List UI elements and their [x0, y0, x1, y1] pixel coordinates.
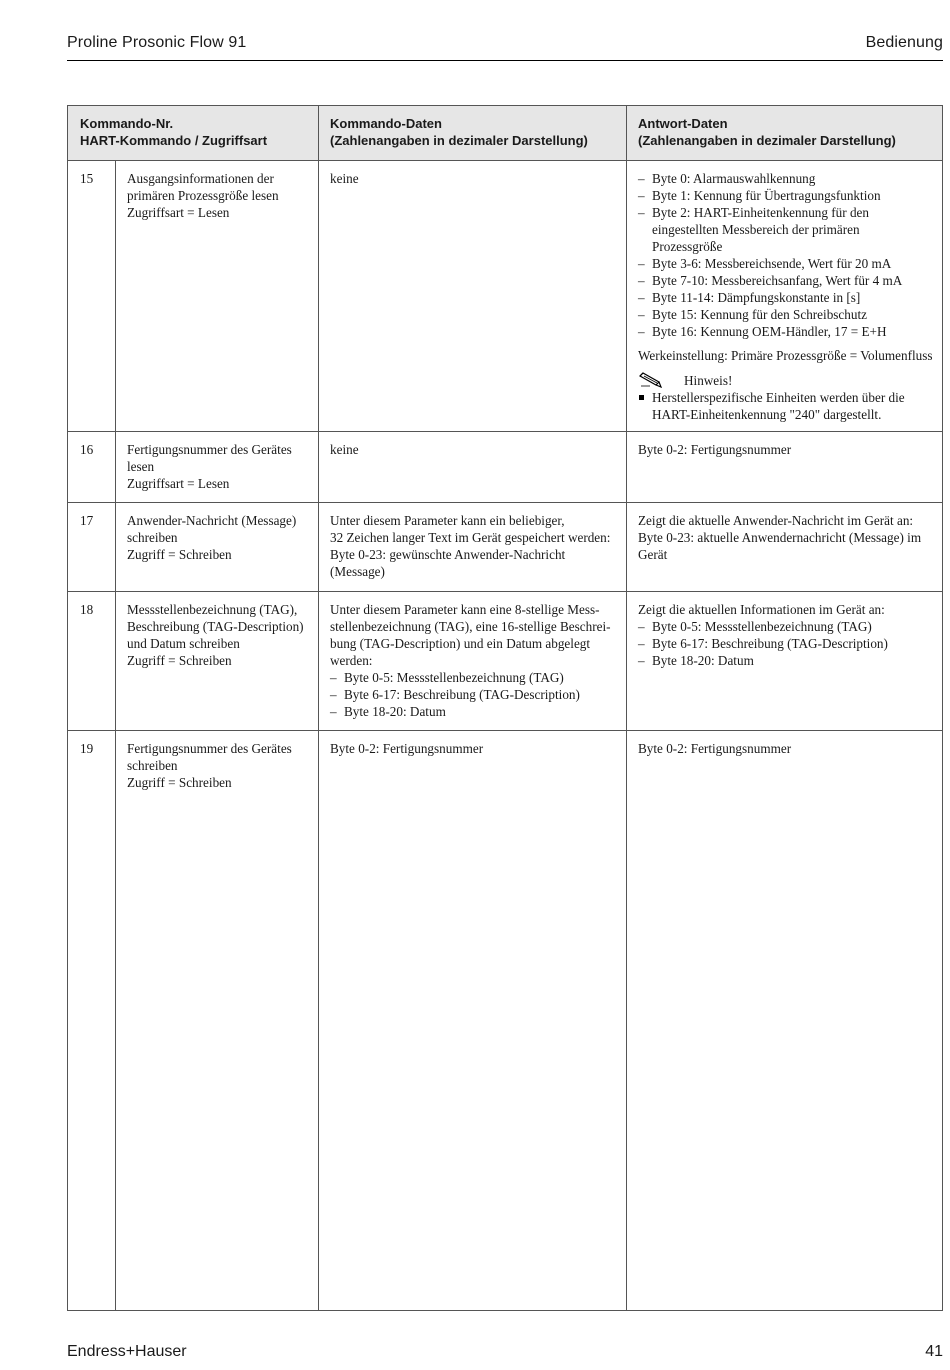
footer-company: Endress+Hauser [67, 1343, 187, 1360]
list-item: – Byte 0: Alarmauswahlkennung [638, 170, 938, 187]
command-data: Unter diesem Parameter kann ein beliebiger, 32 Zeichen langer Text im Gerät gespeichert werden: Byte 0-23: gewünschte Anwender-Nachricht (Message) [330, 513, 611, 579]
list-item: – Byte 16: Kennung OEM-Händler, 17 = E+H [638, 323, 938, 340]
command-data: Unter diesem Parameter kann eine 8-stellige Mess- stellenbezeichnung (TAG), eine 16-stellige Beschrei- bung (TAG-Description) und ein Datum abgelegt werden: – Byte 0-5: Messstellenbezeichnung (TAG) – Byte 6-17: Beschreibung (TAG-Description) – Byte 18-20: Datum [330, 601, 630, 720]
table-row [68, 160, 942, 432]
table-row [68, 431, 942, 503]
list-item: – Byte 0-5: Messstellenbezeichnung (TAG) [638, 618, 938, 635]
command-description: Messstellenbezeichnung (TAG), Beschreibung (TAG-Description) und Datum schreiben Zugriff = Schreiben [127, 602, 304, 668]
command-number: 17 [80, 513, 94, 528]
list-item: – Byte 18-20: Datum [330, 703, 630, 720]
list-item: – Byte 18-20: Datum [638, 652, 938, 669]
list-item: – Byte 6-17: Beschreibung (TAG-Description) [330, 686, 630, 703]
pencil-icon [638, 372, 664, 388]
table-row [68, 730, 942, 1310]
command-description: Fertigungsnummer des Gerätes schreiben Zugriff = Schreiben [127, 741, 292, 790]
command-table [67, 105, 943, 1311]
command-number: 15 [80, 171, 94, 186]
command-number: 19 [80, 741, 94, 756]
list-item: – Byte 7-10: Messbereichsanfang, Wert für 4 mA [638, 272, 938, 289]
table-header [68, 106, 942, 161]
page-number: 41 [925, 1343, 943, 1360]
response-data: Byte 0-2: Fertigungsnummer [638, 442, 792, 457]
table-row [68, 591, 942, 731]
header-section: Bedienung [865, 34, 943, 51]
list-item: – Byte 11-14: Dämpfungskonstante in [s] [638, 289, 938, 306]
list-item: – Byte 1: Kennung für Übertragungsfunktion [638, 187, 938, 204]
table-row [68, 502, 942, 592]
command-number: 16 [80, 442, 94, 457]
header-title: Proline Prosonic Flow 91 [67, 34, 247, 51]
command-number: 18 [80, 602, 94, 617]
column-header-command-no: Kommando-Nr. HART-Kommando / Zugriffsart [80, 116, 268, 148]
command-data: Byte 0-2: Fertigungsnummer [330, 741, 484, 756]
list-item: – Byte 6-17: Beschreibung (TAG-Description) [638, 635, 938, 652]
response-data: Zeigt die aktuellen Informationen im Gerät an: – Byte 0-5: Messstellenbezeichnung (TAG) – Byte 6-17: Beschreibung (TAG-Description) – Byte 18-20: Datum [638, 601, 938, 669]
note-heading [638, 371, 938, 389]
command-data: keine [330, 171, 359, 186]
header-rule [67, 60, 943, 61]
note-title: Hinweis! [684, 372, 733, 388]
list-item: – Byte 15: Kennung für den Schreibschutz [638, 306, 938, 323]
default-setting: Werkeinstellung: Primäre Prozessgröße = Volumenfluss [638, 348, 933, 363]
list-item: – Byte 0-5: Messstellenbezeichnung (TAG) [330, 669, 630, 686]
list-item: – Byte 3-6: Messbereichsende, Wert für 20 mA [638, 255, 938, 272]
note-text: Herstellerspezifische Einheiten werden über die [638, 389, 938, 406]
command-description: Ausgangsinformationen der primären Prozessgröße lesen Zugriffsart = Lesen [127, 171, 279, 220]
response-data: – Byte 0: Alarmauswahlkennung – Byte 1: Kennung für Übertragungsfunktion – Byte 2: HART-Einheitenkennung für den eingestellten Messbereich der primären Prozessgröße – Byte 3-6: Messbereichsende, Wert für 20 mA – Byte 7-10: Messbereichsanfang, Wert für 4 mA – Byte 11-14: Dämpfungskonstante in [s] – Byte 15: Kennung für den Schreibschutz – Byte 16: Kennung OEM-Händler, 17 = E+H Werkeinstellung: Primäre Prozessgröße = Volumenfluss Hinweis! Herstellerspezifische Einheiten werden über die HART-Einheitenkennung "240" dargestellt. [638, 170, 938, 423]
response-data: Zeigt die aktuelle Anwender-Nachricht im Gerät an: Byte 0-23: aktuelle Anwendernachricht (Message) im Gerät [638, 513, 922, 562]
response-data: Byte 0-2: Fertigungsnummer [638, 741, 792, 756]
list-item: – Byte 2: HART-Einheitenkennung für den [638, 204, 938, 221]
column-header-command-data: Kommando-Daten (Zahlenangaben in dezimaler Darstellung) [330, 116, 588, 148]
command-description: Fertigungsnummer des Gerätes lesen Zugriffsart = Lesen [127, 442, 292, 491]
command-description: Anwender-Nachricht (Message) schreiben Zugriff = Schreiben [127, 513, 297, 562]
command-data: keine [330, 442, 359, 457]
column-header-response-data: Antwort-Daten (Zahlenangaben in dezimaler Darstellung) [638, 116, 896, 148]
